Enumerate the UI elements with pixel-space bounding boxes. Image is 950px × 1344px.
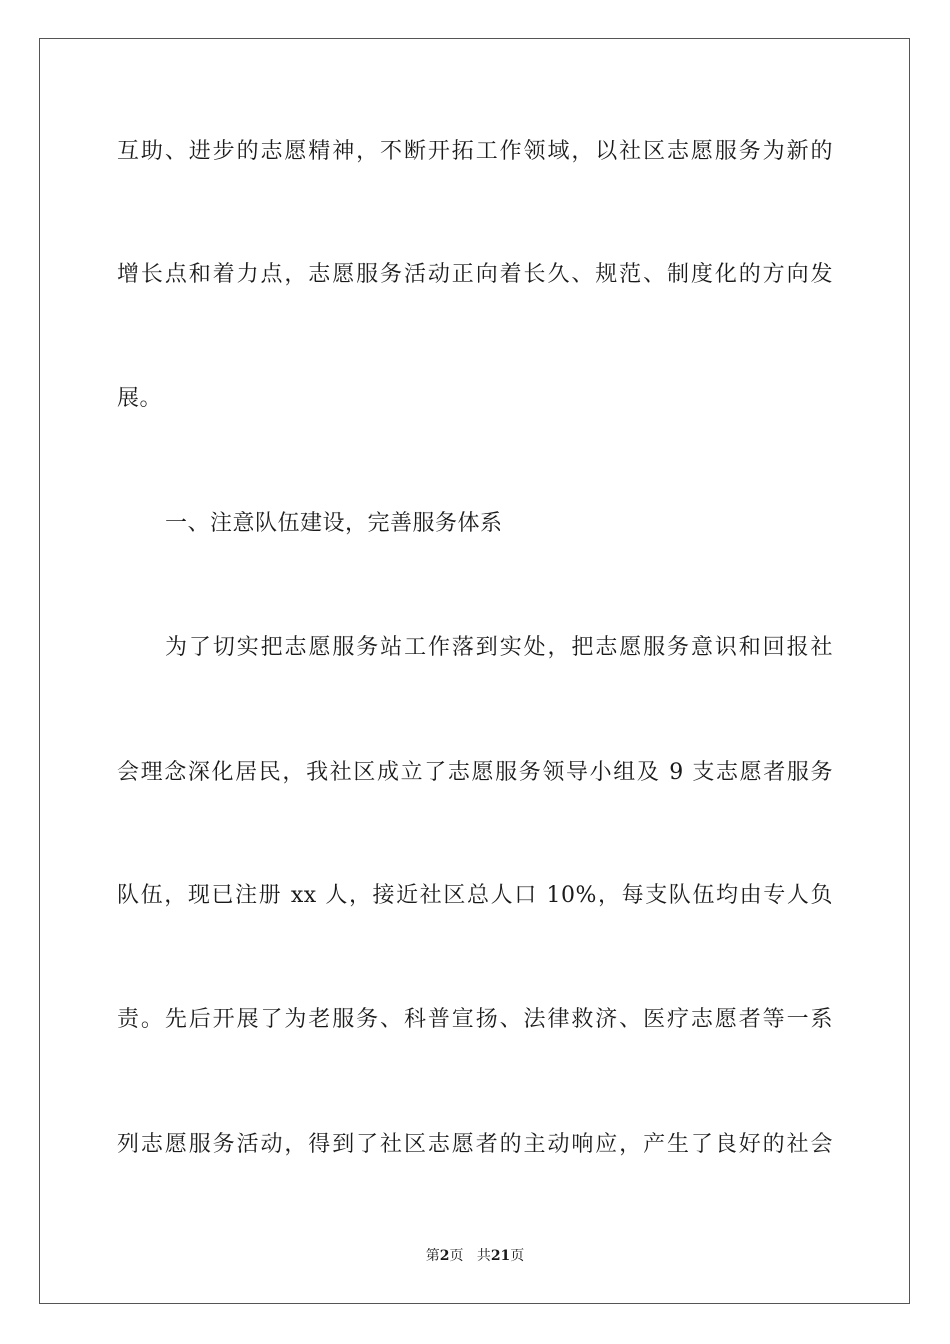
footer-page-number: 2 [439,1248,450,1264]
footer-page-suffix: 页 [449,1248,464,1264]
paragraph-2-line-4: 责。先后开展了为老服务、科普宣扬、法律救济、医疗志愿者等一系 [117,1007,833,1032]
footer-total-pages: 21 [490,1248,511,1264]
paragraph-2-line-5: 列志愿服务活动，得到了社区志愿者的主动响应，产生了良好的社会 [117,1132,833,1157]
page-footer [0,1246,950,1266]
footer-page-prefix: 第 [425,1248,440,1264]
paragraph-1-line-3: 展。 [117,386,163,411]
paragraph-2-line-1: 为了切实把志愿服务站工作落到实处，把志愿服务意识和回报社 [165,635,833,660]
paragraph-1-line-1: 互助、进步的志愿精神，不断开拓工作领域，以社区志愿服务为新的 [117,139,833,164]
paragraph-1-line-2: 增长点和着力点，志愿服务活动正向着长久、规范、制度化的方向发 [117,262,833,287]
footer-total-prefix: 共 [476,1248,491,1264]
paragraph-2-line-3: 队伍，现已注册 xx 人，接近社区总人口 10%，每支队伍均由专人负 [117,883,833,908]
footer-total-suffix: 页 [510,1248,525,1264]
section-heading: 一、注意队伍建设，完善服务体系 [165,511,503,536]
page-border [39,38,910,1304]
paragraph-2-line-2: 会理念深化居民，我社区成立了志愿服务领导小组及 9 支志愿者服务 [117,760,833,785]
